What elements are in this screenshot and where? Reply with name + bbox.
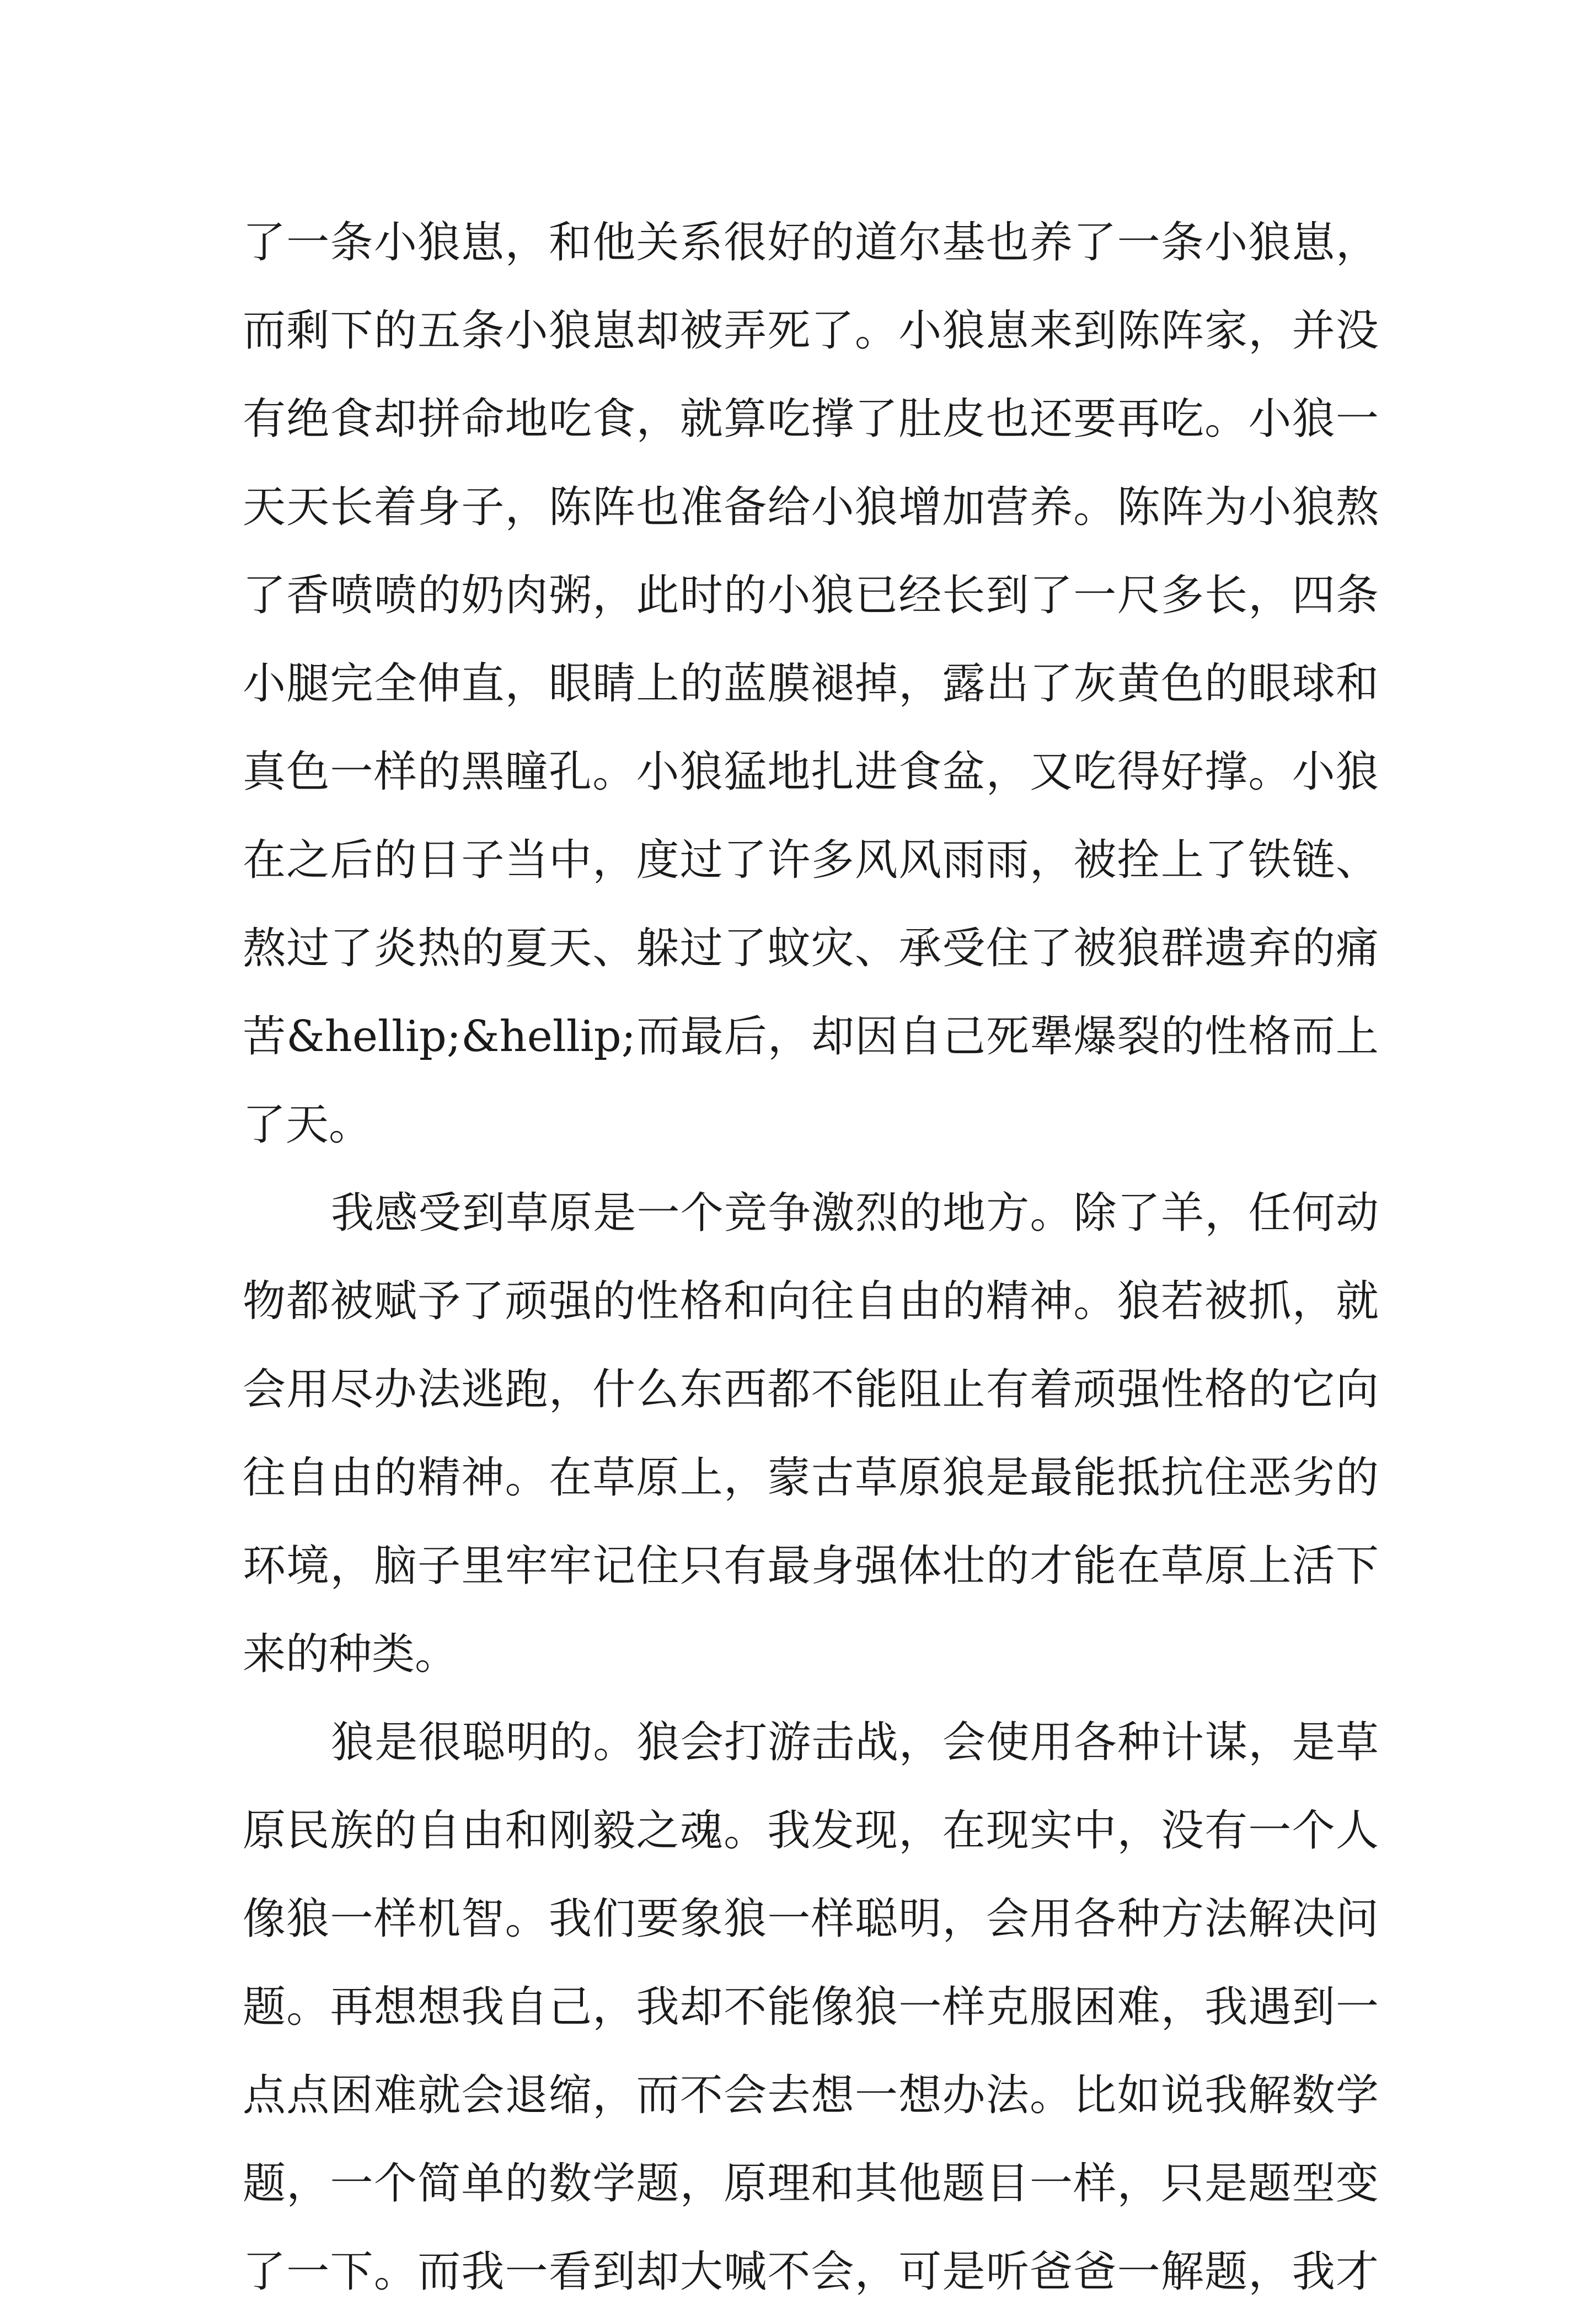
text-line: 会用尽办法逃跑，什么东西都不能阻止有着顽强性格的它向 [243,1365,1379,1414]
text-line: 原民族的自由和刚毅之魂。我发现，在现实中，没有一个人 [243,1806,1379,1856]
text-line: 狼是很聪明的。狼会打游击战，会使用各种计谋，是草 [331,1718,1379,1767]
paragraph-3 [243,1698,1379,2316]
text-line: 物都被赋予了顽强的性格和向往自由的精神。狼若被抓，就 [243,1277,1379,1326]
body-text [243,199,1379,2316]
text-line: 而剩下的五条小狼崽却被弄死了。小狼崽来到陈阵家，并没 [243,306,1379,356]
text-line: 在之后的日子当中，度过了许多风风雨雨，被拴上了铁链、 [243,835,1379,885]
text-line: 了一条小狼崽，和他关系很好的道尔基也养了一条小狼崽， [243,218,1379,267]
text-line: 天天长着身子，陈阵也准备给小狼增加营养。陈阵为小狼熬 [243,482,1379,532]
text-line: 来的种类。 [243,1629,458,1679]
text-line: 像狼一样机智。我们要象狼一样聪明，会用各种方法解决问 [243,1894,1379,1944]
text-line: 我感受到草原是一个竞争激烈的地方。除了羊，任何动 [331,1188,1379,1238]
text-line: 题。再想想我自己，我却不能像狼一样克服困难，我遇到一 [243,1982,1379,2032]
text-line: 小腿完全伸直，眼睛上的蓝膜褪掉，露出了灰黄色的眼球和 [243,659,1379,709]
text-line: 了香喷喷的奶肉粥，此时的小狼已经长到了一尺多长，四条 [243,571,1379,620]
text-line: 有绝食却拼命地吃食，就算吃撑了肚皮也还要再吃。小狼一 [243,394,1379,444]
text-line: 熬过了炎热的夏天、躲过了蚊灾、承受住了被狼群遗弃的痛 [243,924,1379,973]
paragraph-2 [243,1169,1379,1698]
paragraph-1 [243,199,1379,1169]
text-line: 真色一样的黑瞳孔。小狼猛地扎进食盆，又吃得好撑。小狼 [243,747,1379,797]
text-line: 点点困难就会退缩，而不会去想一想办法。比如说我解数学 [243,2071,1379,2120]
text-line: 了天。 [243,1100,372,1150]
text-line: 往自由的精神。在草原上，蒙古草原狼是最能抵抗住恶劣的 [243,1453,1379,1503]
text-line: 环境，脑子里牢牢记住只有最身强体壮的才能在草原上活下 [243,1541,1379,1591]
text-line: 了一下。而我一看到却大喊不会，可是听爸爸一解题，我才 [243,2247,1379,2297]
text-line: 题，一个简单的数学题，原理和其他题目一样，只是题型变 [243,2159,1379,2208]
text-line: 苦&hellip;&hellip;而最后，却因自己死犟爆裂的性格而上 [243,1012,1379,1062]
